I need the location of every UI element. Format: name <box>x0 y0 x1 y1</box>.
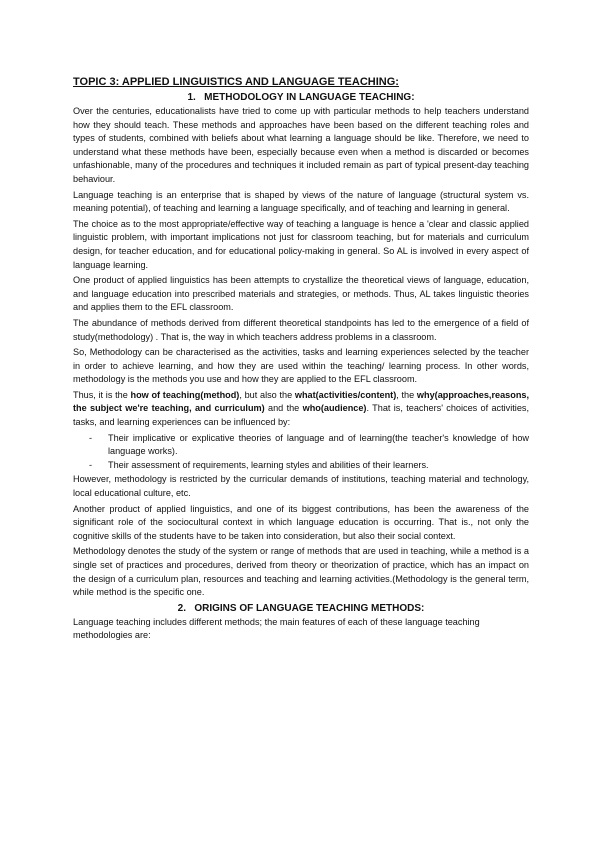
list-item-text: Their assessment of requirements, learning styles and abilities of their learners. <box>108 459 429 470</box>
section-1-title: METHODOLOGY IN LANGUAGE TEACHING: <box>204 92 415 103</box>
paragraph-origins-intro: Language teaching includes different methods; the main features of each of these language teaching methodologies are: <box>73 616 480 641</box>
section-1-heading <box>73 91 529 105</box>
text-segment: . That is, teachers' choices of activities, tasks, and learning experiences can be influenced by: <box>73 403 529 428</box>
bullet-dash: - <box>89 432 93 443</box>
text-segment: , but also the <box>239 389 295 400</box>
document-body <box>73 75 529 645</box>
text-segment: Thus, it is the <box>73 389 131 400</box>
paragraph-methods-history: Over the centuries, educationalists have tried to come up with particular methods to help teachers understand how they should teach. These methods and approaches have been based on the different teaching roles and types of students, combined with beliefs about what learning a language should be like. Therefore, we need to understand what these methods have been, especially because even when a method is discarded or becomes unfashionable, many of the procedures and techniques it included remain as part of typical present-day teaching behaviour. <box>73 106 529 184</box>
bold-why: why(approaches,reasons, the subject we're teaching, and curriculum) <box>73 389 529 414</box>
list-item <box>73 459 529 473</box>
list-item <box>73 432 529 459</box>
paragraph-methodology-restrictions: However, methodology is restricted by the curricular demands of institutions, teaching material and technology, local educational culture, etc. <box>73 474 529 499</box>
text-segment: , the <box>396 389 417 400</box>
list-item-text: Their implicative or explicative theories of language and of learning(the teacher's knowledge of how language works). <box>108 432 529 457</box>
bullet-dash: - <box>89 459 93 470</box>
paragraph-applied-linguistics-product: One product of applied linguistics has been attempts to crystallize the theoretical views of language, education, and language education into prescribed materials and strategies, or methods. Thus, AL takes linguistic theories and applies them to the EFL classroom. <box>73 275 529 313</box>
paragraph-sociocultural-context: Another product of applied linguistics, and one of its biggest contributions, has been the awareness of the significant role of the sociocultural context in which language education is occurring. That is., not only the cognitive skills of the students have to be taken into consideration, but also their social context. <box>73 503 529 541</box>
paragraph-language-teaching-enterprise: Language teaching is an enterprise that is shaped by views of the nature of language (structural system vs. meaning potential), of teaching and learning a language specifically, and of teaching and learning in general. <box>73 189 529 214</box>
text-segment: and the <box>264 403 303 414</box>
paragraph-methodology-definition: So, Methodology can be characterised as the activities, tasks and learning experiences selected by the teacher in order to achieve learning, and how they are used within the teaching/ learning process. In other words, methodology is the methods you use and how they are applied to the EFL classroom. <box>73 347 529 385</box>
section-2-title: ORIGINS OF LANGUAGE TEACHING METHODS: <box>194 602 425 614</box>
section-1-number: 1. <box>187 92 196 103</box>
paragraph-abundance-of-methods: The abundance of methods derived from different theoretical standpoints has led to the emergence of a field of study(methodology) . That is, the way in which teachers address problems in a classroom. <box>73 317 529 342</box>
topic-title: TOPIC 3: APPLIED LINGUISTICS AND LANGUAGE TEACHING: <box>73 76 399 88</box>
section-2-number: 2. <box>177 602 186 614</box>
paragraph-how-what-why-who <box>73 389 529 430</box>
paragraph-choice-of-teaching: The choice as to the most appropriate/effective way of teaching a language is hence a 'clear and classic applied linguistic problem, with important implications not just for classroom teaching, but for materials and curriculum design, for teacher education, and for educational policy-making in general. So AL is involved in every aspect of language learning. <box>73 218 529 270</box>
paragraph-methodology-vs-method: Methodology denotes the study of the system or range of methods that are used in teaching, while a method is a single set of practices and procedures, derived from theory or theorization of practice, which has an impact on the design of a curriculum plan, resources and teaching and learning activities.(Methodology is the general term, while method is the specific one. <box>73 546 529 598</box>
bold-how-of-teaching: how of teaching(method) <box>130 389 240 400</box>
influences-list <box>73 432 529 473</box>
section-2-heading <box>73 602 529 616</box>
bold-what: what(activities/content) <box>294 389 397 400</box>
bold-who: who(audience) <box>302 403 367 414</box>
